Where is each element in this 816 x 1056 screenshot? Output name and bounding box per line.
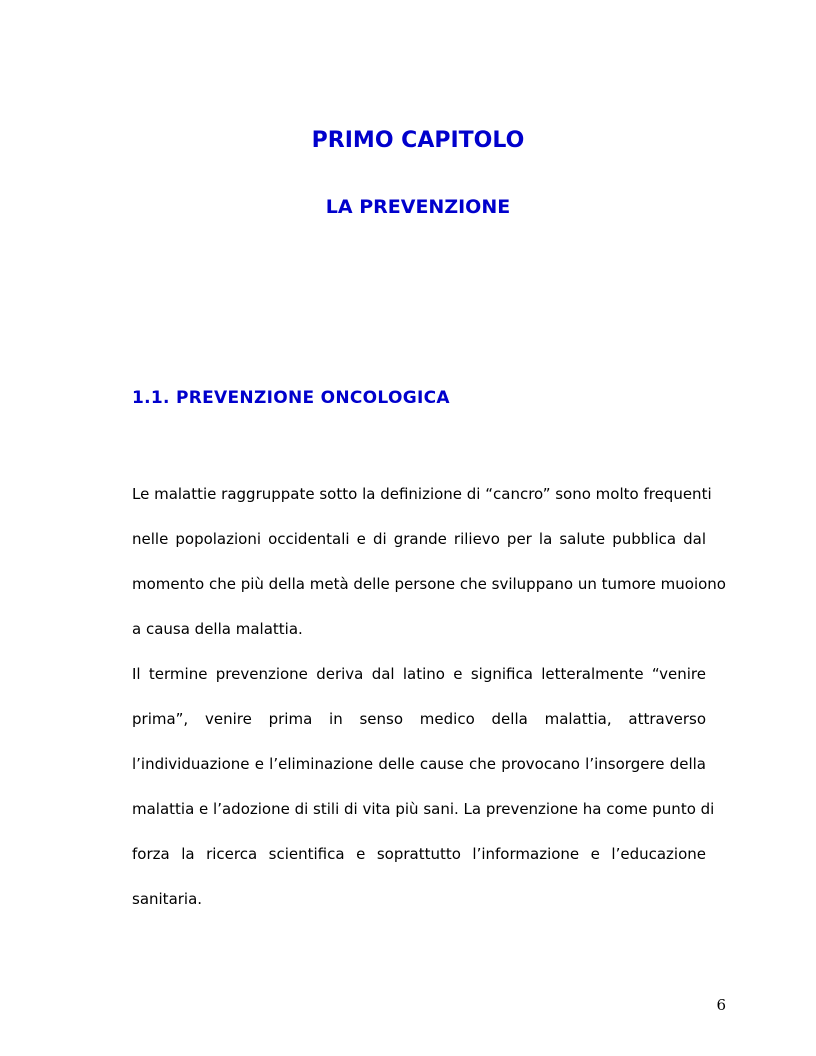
text-line: momento che più della metà delle persone che sviluppano un tumore muoiono: [132, 575, 726, 593]
text-line: Le malattie raggruppate sotto la definizione di “cancro” sono molto frequenti: [132, 485, 712, 503]
text-line: sanitaria.: [132, 890, 203, 908]
text-line: nelle popolazioni occidentali e di grande rilievo per la salute pubblica dal: [132, 530, 706, 548]
section-heading: 1.1. PREVENZIONE ONCOLOGICA: [132, 388, 450, 408]
chapter-subtitle: LA PREVENZIONE: [325, 196, 511, 218]
page-number: 6: [716, 996, 726, 1014]
paragraph: [132, 655, 715, 925]
paragraph: [132, 475, 726, 655]
text-line: Il termine prevenzione deriva dal latino e significa letteralmente “venire: [132, 665, 706, 683]
text-line: malattia e l’adozione di stili di vita più sani. La prevenzione ha come punto di: [132, 800, 715, 818]
text-line: forza la ricerca scientifica e soprattutto l’informazione e l’educazione: [132, 845, 706, 863]
text-line: prima”, venire prima in senso medico della malattia, attraverso: [132, 710, 706, 728]
text-line: l’individuazione e l’eliminazione delle cause che provocano l’insorgere della: [132, 755, 706, 773]
text-line: a causa della malattia.: [132, 620, 303, 638]
body-text: [132, 475, 726, 925]
chapter-title: PRIMO CAPITOLO: [311, 128, 525, 153]
